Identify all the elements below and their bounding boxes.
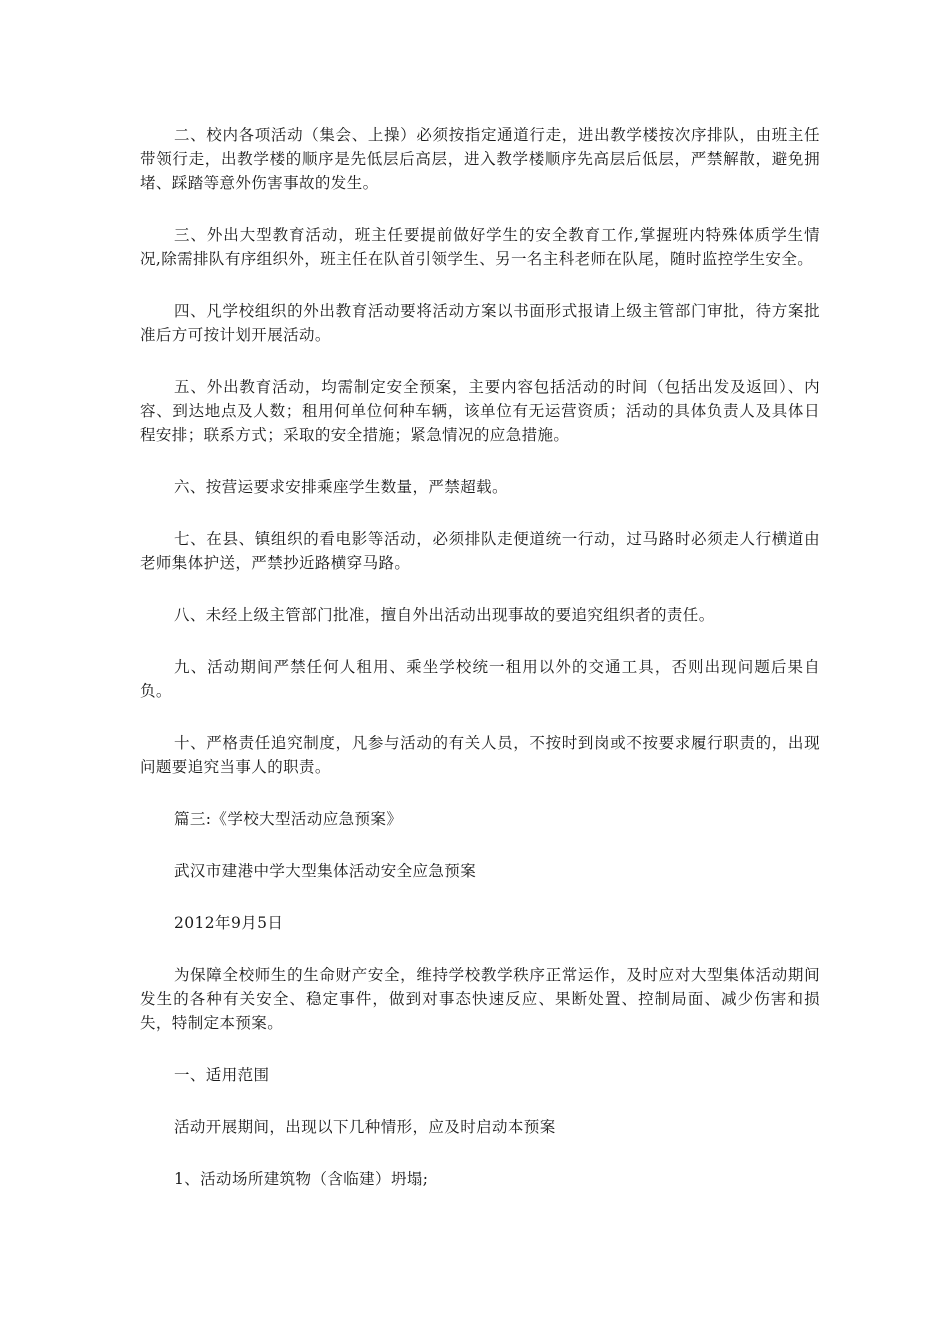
subheading-scope: 一、适用范围: [174, 1066, 270, 1084]
paragraph-rule-9: 九、活动期间严禁任何人租用、乘坐学校统一租用以外的交通工具，否则出现问题后果自负。: [140, 658, 820, 700]
paragraph-rule-6: 六、按营运要求安排乘座学生数量，严禁超载。: [174, 478, 508, 496]
paragraph-rule-3: 三、外出大型教育活动，班主任要提前做好学生的安全教育工作,掌握班内特殊体质学生情况,除需排队有序组织外，班主任在队首引领学生、另一名主科老师在队尾，随时监控学生安全。: [140, 226, 820, 268]
paragraph-rule-8: 八、未经上级主管部门批准，擅自外出活动出现事故的要追究组织者的责任。: [174, 606, 715, 624]
document-body: [140, 123, 820, 1219]
paragraph-rule-7: 七、在县、镇组织的看电影等活动，必须排队走便道统一行动，过马路时必须走人行横道由老师集体护送，严禁抄近路横穿马路。: [140, 530, 820, 572]
paragraph-scope: 活动开展期间，出现以下几种情形，应及时启动本预案: [174, 1118, 556, 1136]
list-item-1: 1、活动场所建筑物（含临建）坍塌;: [174, 1170, 429, 1188]
paragraph-intro: 为保障全校师生的生命财产安全，维持学校教学秩序正常运作，及时应对大型集体活动期间发生的各种有关安全、稳定事件，做到对事态快速反应、果断处置、控制局面、减少伤害和损失，特制定本预案。: [140, 966, 820, 1032]
document-title: 武汉市建港中学大型集体活动安全应急预案: [174, 862, 477, 880]
document-date: 2012年9月5日: [174, 914, 284, 932]
paragraph-rule-2: 二、校内各项活动（集会、上操）必须按指定通道行走，进出教学楼按次序排队，由班主任带领行走，出教学楼的顺序是先低层后高层，进入教学楼顺序先高层后低层，严禁解散，避免拥堵、踩踏等意外伤害事故的发生。: [140, 126, 820, 192]
paragraph-rule-5: 五、外出教育活动，均需制定安全预案，主要内容包括活动的时间（包括出发及返回）、内容、到达地点及人数；租用何单位何种车辆，该单位有无运营资质；活动的具体负责人及具体日程安排；联系方式；采取的安全措施；紧急情况的应急措施。: [140, 378, 820, 444]
paragraph-rule-10: 十、严格责任追究制度，凡参与活动的有关人员，不按时到岗或不按要求履行职责的，出现问题要追究当事人的职责。: [140, 734, 820, 776]
section-heading: 篇三:《学校大型活动应急预案》: [174, 810, 403, 828]
paragraph-rule-4: 四、凡学校组织的外出教育活动要将活动方案以书面形式报请上级主管部门审批，待方案批准后方可按计划开展活动。: [140, 302, 820, 344]
